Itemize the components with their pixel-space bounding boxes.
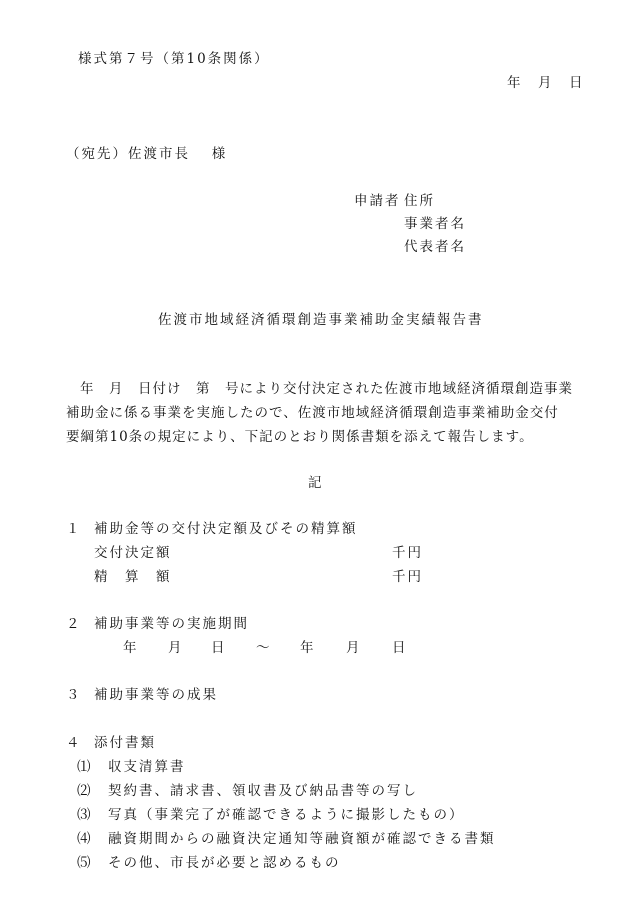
- applicant-representative-label: 代表者名: [404, 239, 466, 255]
- attachment-5-number: ⑸: [77, 855, 93, 871]
- attachment-5-text: その他、市長が必要と認めるもの: [108, 855, 341, 871]
- section-4-number: ４: [66, 735, 82, 751]
- period-start-year: 年: [123, 640, 139, 656]
- document-title: 佐渡市地域経済循環創造事業補助金実績報告書: [158, 312, 484, 328]
- period-end-year: 年: [300, 640, 316, 656]
- attachment-2-number: ⑵: [77, 783, 93, 799]
- section-2-number: ２: [66, 616, 82, 632]
- body-line-3: 要綱第10条の規定により、下記のとおり関係書類を添えて報告します。: [66, 429, 534, 445]
- section-2-title: 補助事業等の実施期間: [94, 616, 249, 632]
- section-3-number: ３: [66, 687, 82, 703]
- applicant-address-label: 住所: [404, 193, 435, 209]
- attachment-3-number: ⑶: [77, 807, 93, 823]
- period-separator: ～: [256, 640, 272, 656]
- addressee: （宛先）佐渡市長 様: [66, 146, 228, 162]
- attachment-4-text: 融資期間からの融資決定通知等融資額が確認できる書類: [108, 831, 496, 847]
- period-start-day: 日: [211, 640, 227, 656]
- section-3-title: 補助事業等の成果: [94, 687, 218, 703]
- attachment-2-text: 契約書、請求書、領収書及び納品書等の写し: [108, 783, 418, 799]
- settled-amount-unit: 千円: [392, 569, 423, 585]
- section-1-title: 補助金等の交付決定額及びその精算額: [94, 521, 358, 537]
- form-number: 様式第７号（第10条関係）: [78, 51, 270, 67]
- decision-amount-unit: 千円: [392, 545, 423, 561]
- section-4-title: 添付書類: [94, 735, 156, 751]
- attachment-1-text: 収支清算書: [108, 759, 186, 775]
- body-line-2: 補助金に係る事業を実施したので、佐渡市地域経済循環創造事業補助金交付: [66, 405, 559, 421]
- period-end-month: 月: [346, 640, 362, 656]
- date-line: 年 月 日: [507, 75, 585, 91]
- ki-heading: 記: [308, 475, 324, 491]
- attachment-1-number: ⑴: [77, 759, 93, 775]
- attachment-3-text: 写真（事業完了が確認できるように撮影したもの）: [108, 807, 465, 823]
- attachment-4-number: ⑷: [77, 831, 93, 847]
- decision-amount-label: 交付決定額: [94, 545, 172, 561]
- period-end-day: 日: [392, 640, 408, 656]
- period-start-month: 月: [168, 640, 184, 656]
- applicant-business-name-label: 事業者名: [404, 216, 466, 232]
- body-line-1: 年 月 日付け 第 号により交付決定された佐渡市地域経済循環創造事業: [80, 381, 573, 397]
- settled-amount-label: 精 算 額: [94, 569, 172, 585]
- section-1-number: １: [66, 521, 82, 537]
- applicant-label: 申請者: [354, 193, 401, 209]
